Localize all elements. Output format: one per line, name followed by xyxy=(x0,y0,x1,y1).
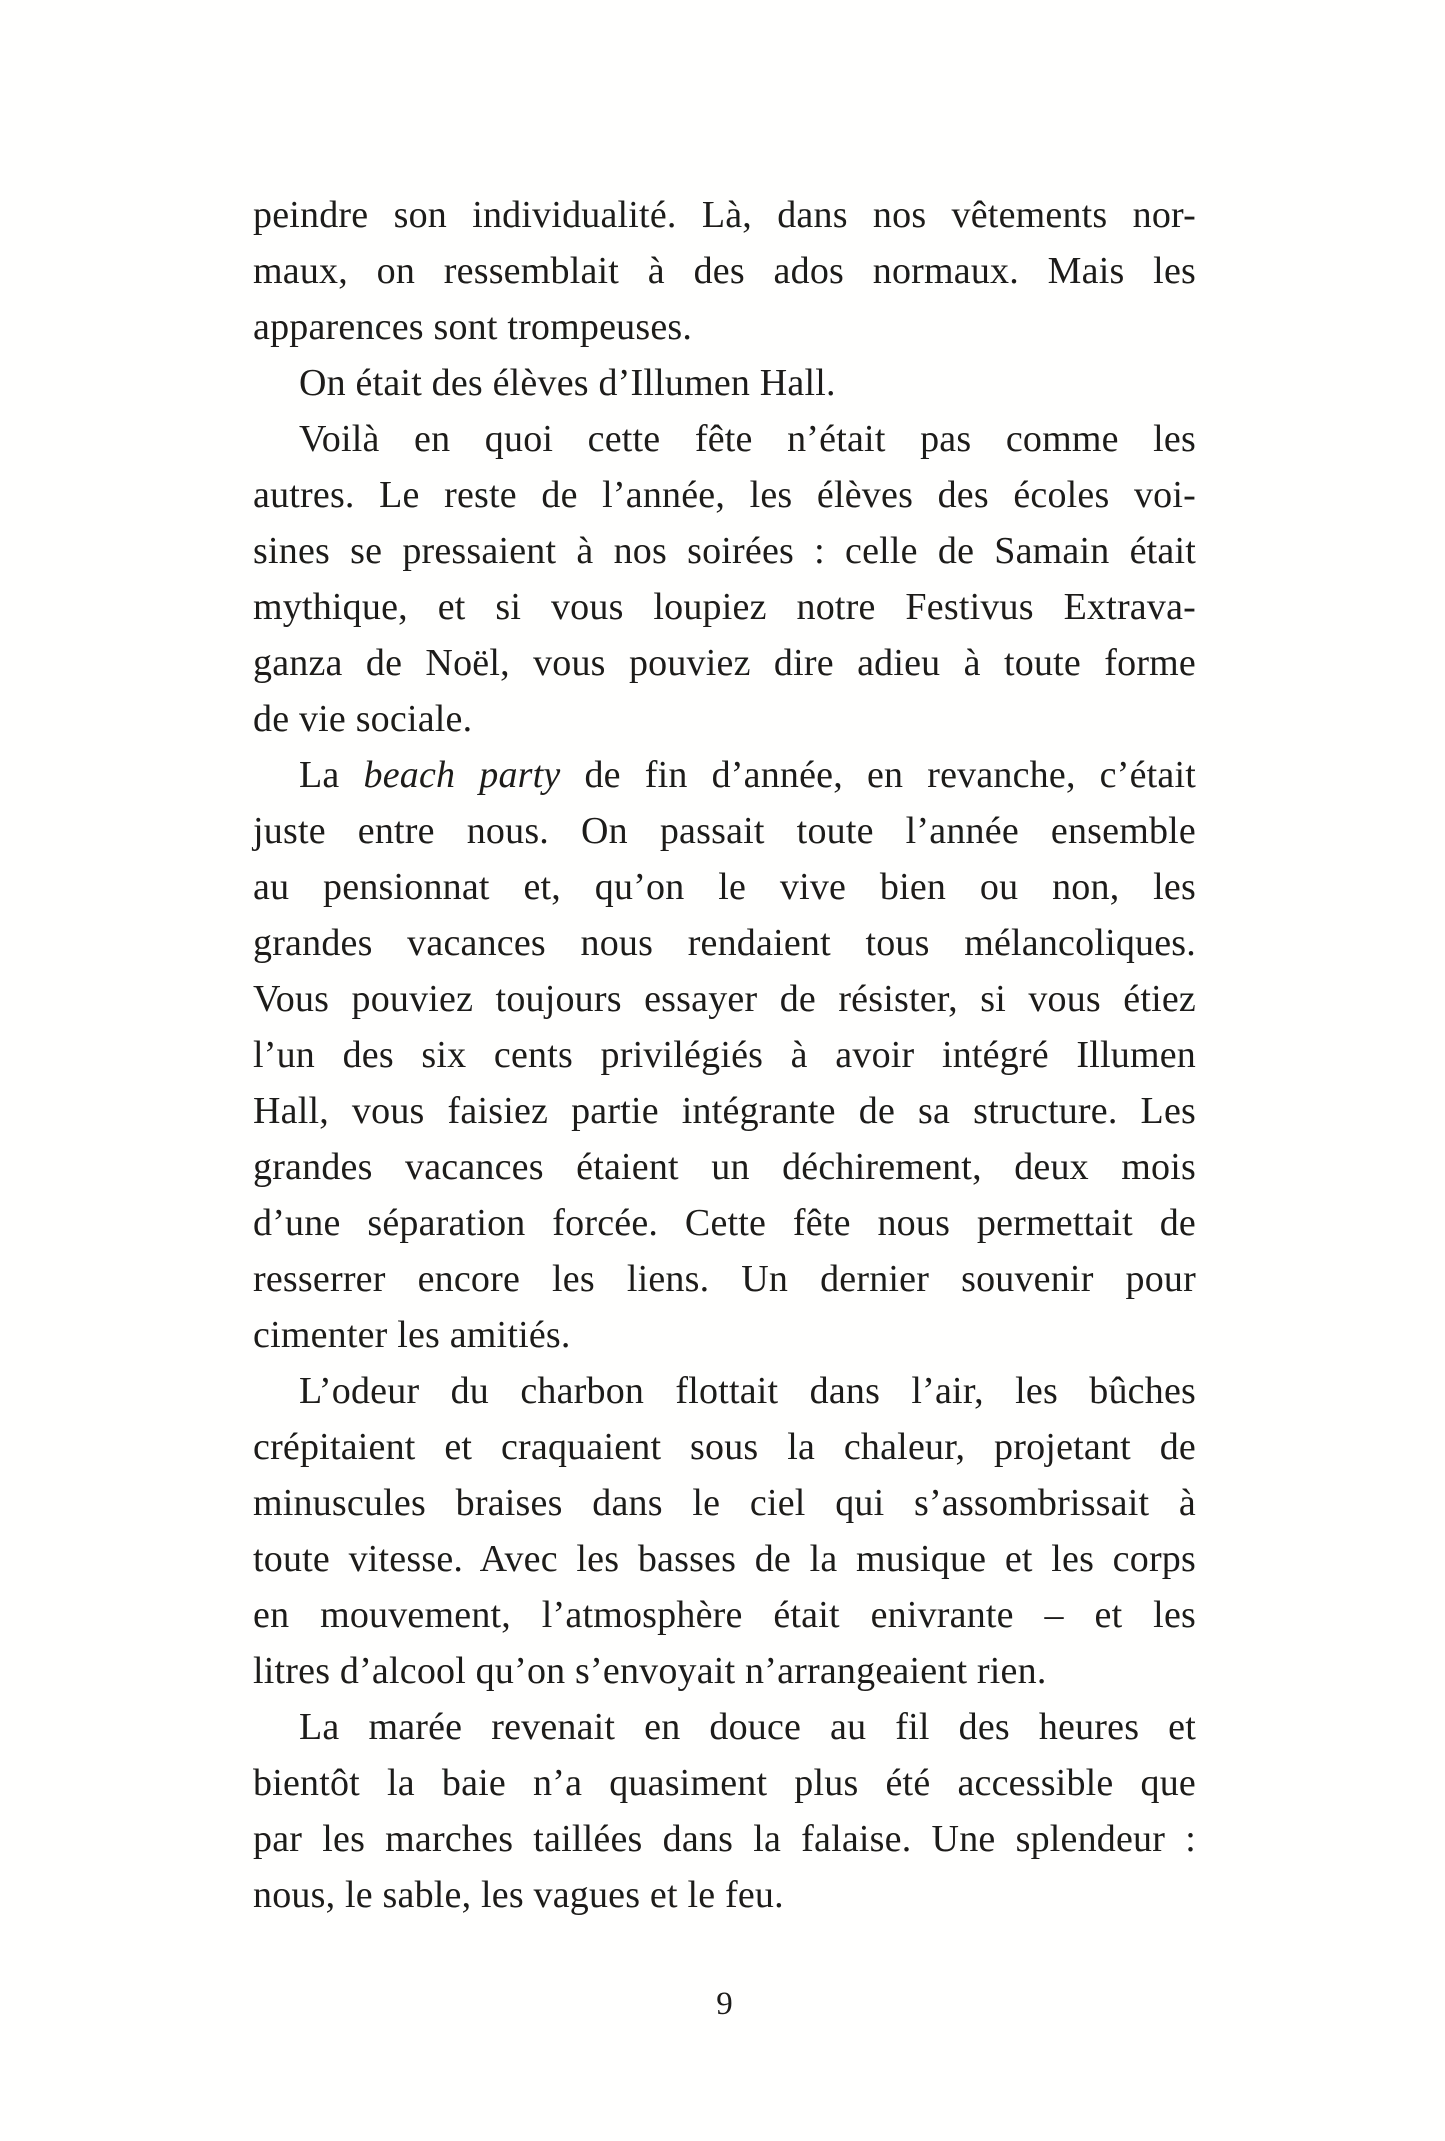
text-segment: de vie sociale. xyxy=(253,698,473,740)
text-segment: Voilà en quoi cette fête n’était pas comme les xyxy=(299,418,1196,460)
text-line xyxy=(253,1083,1196,1139)
text-segment: Hall, vous faisiez partie intégrante de sa structure. Les xyxy=(253,1090,1196,1132)
text-segment: ganza de Noël, vous pouviez dire adieu à toute forme xyxy=(253,642,1196,684)
text-segment: grandes vacances nous rendaient tous mélancoliques. xyxy=(253,922,1196,964)
text-line xyxy=(253,243,1196,299)
text-line xyxy=(253,355,1196,411)
text-line xyxy=(253,579,1196,635)
text-line xyxy=(253,299,1196,355)
text-segment: bientôt la baie n’a quasiment plus été accessible que xyxy=(253,1762,1196,1804)
text-segment: crépitaient et craquaient sous la chaleur, projetant de xyxy=(253,1426,1196,1468)
text-segment: L’odeur du charbon flottait dans l’air, les bûches xyxy=(299,1370,1196,1412)
text-segment: autres. Le reste de l’année, les élèves des écoles voi- xyxy=(253,474,1196,516)
text-segment: en mouvement, l’atmosphère était enivrante – et les xyxy=(253,1594,1196,1636)
text-line xyxy=(253,1419,1196,1475)
text-line xyxy=(253,1531,1196,1587)
text-segment: l’un des six cents privilégiés à avoir intégré Illumen xyxy=(253,1034,1196,1076)
text-segment: apparences sont trompeuses. xyxy=(253,306,693,348)
text-line xyxy=(253,691,1196,747)
text-line xyxy=(253,1251,1196,1307)
text-line xyxy=(253,1587,1196,1643)
text-segment: grandes vacances étaient un déchirement, deux mois xyxy=(253,1146,1196,1188)
text-segment: minuscules braises dans le ciel qui s’assombrissait à xyxy=(253,1482,1196,1524)
text-line xyxy=(253,1363,1196,1419)
page-number: 9 xyxy=(716,1986,733,2022)
text-segment: Vous pouviez toujours essayer de résister, si vous étiez xyxy=(253,978,1196,1020)
text-line xyxy=(253,635,1196,691)
text-segment: sines se pressaient à nos soirées : celle de Samain était xyxy=(253,530,1196,572)
text-line xyxy=(253,187,1196,243)
text-segment: nous, le sable, les vagues et le feu. xyxy=(253,1874,784,1916)
text-line xyxy=(253,1139,1196,1195)
text-line xyxy=(253,1867,1196,1923)
text-segment: La xyxy=(299,754,364,796)
text-line xyxy=(253,747,1196,803)
text-segment: cimenter les amitiés. xyxy=(253,1314,571,1356)
text-segment: mythique, et si vous loupiez notre Festivus Extrava- xyxy=(253,586,1196,628)
text-line xyxy=(253,1811,1196,1867)
text-line xyxy=(253,523,1196,579)
text-segment: de fin d’année, en revanche, c’était xyxy=(560,754,1196,796)
text-segment: juste entre nous. On passait toute l’année ensemble xyxy=(253,810,1196,852)
text-segment: par les marches taillées dans la falaise. Une splendeur : xyxy=(253,1818,1196,1860)
text-line xyxy=(253,915,1196,971)
text-line xyxy=(253,859,1196,915)
text-segment: La marée revenait en douce au fil des heures et xyxy=(299,1706,1196,1748)
text-line xyxy=(253,803,1196,859)
text-segment: maux, on ressemblait à des ados normaux. Mais les xyxy=(253,250,1196,292)
text-line xyxy=(253,1195,1196,1251)
text-segment: On était des élèves d’Illumen Hall. xyxy=(299,362,836,404)
text-segment: d’une séparation forcée. Cette fête nous permettait de xyxy=(253,1202,1196,1244)
text-line xyxy=(253,411,1196,467)
text-line xyxy=(253,1755,1196,1811)
text-segment: toute vitesse. Avec les basses de la musique et les corps xyxy=(253,1538,1196,1580)
text-block xyxy=(253,187,1196,1923)
text-segment: peindre son individualité. Là, dans nos vêtements nor- xyxy=(253,194,1196,236)
text-line xyxy=(253,1475,1196,1531)
text-line xyxy=(253,971,1196,1027)
text-line xyxy=(253,1699,1196,1755)
text-line xyxy=(253,1027,1196,1083)
text-line xyxy=(253,1307,1196,1363)
text-segment: litres d’alcool qu’on s’envoyait n’arrangeaient rien. xyxy=(253,1650,1047,1692)
text-segment: resserrer encore les liens. Un dernier souvenir pour xyxy=(253,1258,1196,1300)
text-line xyxy=(253,1643,1196,1699)
italic-text-segment: beach party xyxy=(363,754,561,796)
text-segment: au pensionnat et, qu’on le vive bien ou non, les xyxy=(253,866,1196,908)
text-line xyxy=(253,467,1196,523)
